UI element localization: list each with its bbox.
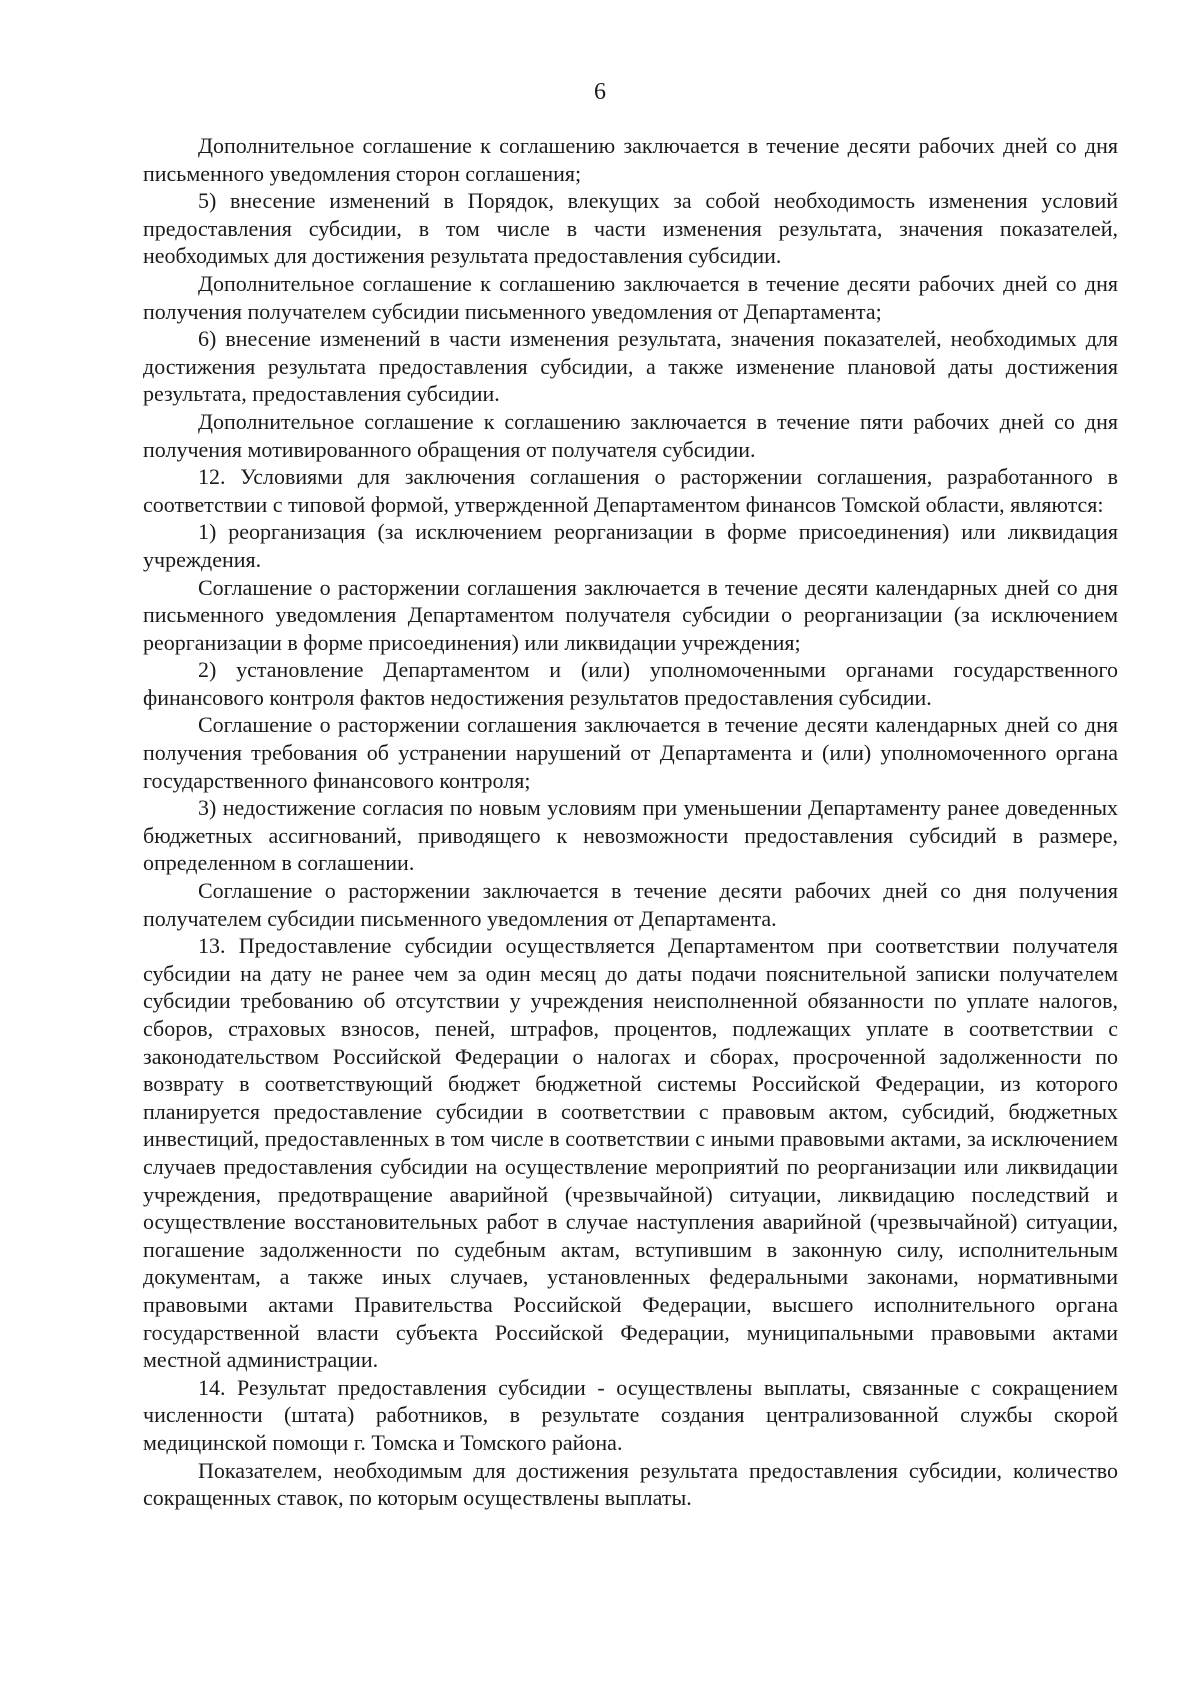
paragraph: Соглашение о расторжении соглашения заключается в течение десяти календарных дней со дня получения требования об устранении нарушений от Департамента и (или) уполномоченного органа государственного финансового контроля; xyxy=(143,712,1118,793)
paragraph: Дополнительное соглашение к соглашению заключается в течение десяти рабочих дней со дня получения получателем субсидии письменного уведомления от Департамента; xyxy=(143,270,1118,324)
paragraph: 12. Условиями для заключения соглашения о расторжении соглашения, разработанного в соответствии с типовой формой, утвержденной Департаментом финансов Томской области, являются: xyxy=(143,464,1118,517)
paragraph: 13. Предоставление субсидии осуществляется Департаментом при соответствии получателя субсидии на дату не ранее чем за один месяц до даты подачи пояснительной записки получателем субсидии требованию об отсутствии у учреждения неисполненной обязанности по уплате налогов, сборов, страховых взносов, пеней, штрафов, процентов, подлежащих уплате в соответствии с законодательством Российской Федерации о налогах и сборах, просроченной задолженности по возврату в соответствующий бюджет бюджетной системы Российской Федерации, из которого планируется предоставление субсидии в соответствии с правовым актом, субсидий, бюджетных инвестиций, предоставленных в том числе в соответствии с иными правовыми актами, за исключением случаев предоставления субсидии на осуществление мероприятий по реорганизации или ликвидации учреждения, предотвращение аварийной (чрезвычайной) ситуации, ликвидацию последствий и осуществление восстановительных работ в случае наступления аварийной (чрезвычайной) ситуации, погашение задолженности по судебным актам, вступившим в законную силу, исполнительным документам, а также иных случаев, установленных федеральными законами, нормативными правовыми актами Правительства Российской Федерации, высшего исполнительного органа государственной власти субъекта Российской Федерации, муниципальными правовыми актами местной администрации. xyxy=(143,933,1118,1373)
paragraph: 3) недостижение согласия по новым условиям при уменьшении Департаменту ранее доведенных бюджетных ассигнований, приводящего к невозможности предоставления субсидий в размере, определенном в соглашении. xyxy=(143,795,1118,876)
document-body xyxy=(143,132,1118,1512)
paragraph: 14. Результат предоставления субсидии - осуществлены выплаты, связанные с сокращением численности (штата) работников, в результате создания централизованной службы скорой медицинской помощи г. Томска и Томского района. xyxy=(143,1374,1118,1455)
paragraph: Показателем, необходимым для достижения результата предоставления субсидии, количество сокращенных ставок, по которым осуществлены выплаты. xyxy=(143,1457,1118,1511)
paragraph: 1) реорганизация (за исключением реорганизации в форме присоединения) или ликвидация учреждения. xyxy=(143,519,1118,572)
paragraph: Соглашение о расторжении заключается в течение десяти рабочих дней со дня получения получателем субсидии письменного уведомления от Департамента. xyxy=(143,878,1118,931)
page-number: 6 xyxy=(594,79,606,105)
paragraph: Соглашение о расторжении соглашения заключается в течение десяти календарных дней со дня письменного уведомления Департаментом получателя субсидии о реорганизации (за исключением реорганизации в форме присоединения) или ликвидации учреждения; xyxy=(143,574,1118,655)
paragraph: 2) установление Департаментом и (или) уполномоченными органами государственного финансового контроля фактов недостижения результатов предоставления субсидии. xyxy=(143,657,1118,710)
paragraph: 5) внесение изменений в Порядок, влекущих за собой необходимость изменения условий предоставления субсидии, в том числе в части изменения результата, значения показателей, необходимых для достижения результата предоставления субсидии. xyxy=(143,188,1118,269)
paragraph: Дополнительное соглашение к соглашению заключается в течение десяти рабочих дней со дня письменного уведомления сторон соглашения; xyxy=(143,133,1118,186)
paragraph: 6) внесение изменений в части изменения результата, значения показателей, необходимых для достижения результата предоставления субсидии, а также изменение плановой даты достижения результата, предоставления субсидии. xyxy=(143,326,1118,407)
paragraph: Дополнительное соглашение к соглашению заключается в течение пяти рабочих дней со дня получения мотивированного обращения от получателя субсидии. xyxy=(143,408,1118,462)
